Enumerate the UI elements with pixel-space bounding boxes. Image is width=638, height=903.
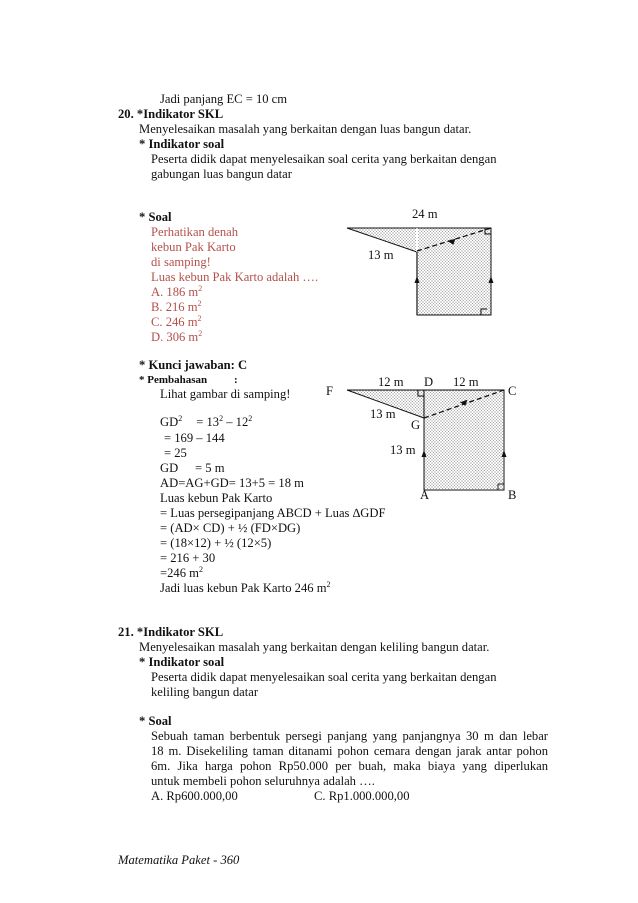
q20-soal-line: di samping! [151,255,211,269]
q21-skl-text: Menyelesaikan masalah yang berkaitan dengan keliling bangun datar. [139,640,490,654]
label-fd-12m: 12 m [378,375,404,389]
garden-plan-figure-1 [335,205,505,320]
q20-option-b: B. 216 $m^2$ [151,299,202,314]
pemb-gd-equation: $GD^2 = 13^2 - 12^2$ [160,414,253,429]
garden-plan-figure-2 [320,372,525,504]
label-B: B [508,488,517,502]
q20-pembahasan-colon: : [234,374,238,386]
q20-indikator-line1: Peserta didik dapat menyelesaikan soal cerita yang berkaitan dengan [151,152,497,166]
q20-option-a: A. 186 $m^2$ [151,284,203,299]
q20-soal-line: Luas kebun Pak Karto adalah …. [151,270,319,284]
q21-soal-title: * Soal [139,714,172,728]
label-F: F [326,384,334,398]
label-fg-13m: 13 m [370,407,396,421]
q21-soal-line: 18 m. Disekeliling taman ditanami pohon cemara dengan jarak antar pohon [151,744,548,758]
q21-soal-line: untuk membeli pohon seluruhnya adalah …. [151,774,375,788]
q21-option-a: A. Rp600.000,00 [151,789,238,803]
q21-option-c: C. Rp1.000.000,00 [314,789,410,803]
q20-soal-title: * Soal [139,210,172,224]
q21-indikator-title: * Indikator soal [139,655,225,669]
q20-skl-text: Menyelesaikan masalah yang berkaitan dengan luas bangun datar. [139,122,472,136]
pemb-line: AD=AG+GD= 13+5 = 18 m [160,476,304,490]
pemb-line: = 169 – 144 [164,431,225,445]
pemb-line: = 216 + 30 [160,551,216,565]
pemb-conclusion: Jadi luas kebun Pak Karto 246 $m^2$ [160,580,331,595]
q20-option-d: D. 306 $m^2$ [151,329,203,344]
label-24m: 24 m [412,207,438,221]
q20-indikator-title: * Indikator soal [139,137,225,151]
pemb-line: = (18×12) + ½ (12×5) [160,536,272,550]
q20-kunci: * Kunci jawaban: C [139,358,248,372]
pemb-line: = (AD× CD) + ½ (FD×DG) [160,521,301,535]
label-D: D [424,375,434,389]
q20-soal-line: kebun Pak Karto [151,240,236,254]
pemb-line: GD [160,461,179,475]
q21-indikator-line1: Peserta didik dapat menyelesaikan soal cerita yang berkaitan dengan [151,670,497,684]
label-A: A [420,488,430,502]
q20-pembahasan-label: * Pembahasan [139,374,208,386]
label-dc-12m: 12 m [453,375,479,389]
q21-indikator-line2: keliling bangun datar [151,685,259,699]
q20-indikator-line2: gabungan luas bangun datar [151,167,292,181]
pemb-line: = 25 [164,446,187,460]
rect-ABCD [424,390,504,490]
page-footer: Matematika Paket - 360 [118,853,240,867]
pemb-line: Luas kebun Pak Karto [160,491,273,505]
label-G: G [411,418,421,432]
pemb-line: = 5 m [195,461,225,475]
q21-soal-line: Sebuah taman berbentuk persegi panjang yang panjangnya 30 m dan lebar [151,729,548,743]
q20-soal-line: Perhatikan denah [151,225,239,239]
pemb-line: = Luas persegipanjang ABCD + Luas ∆GDF [160,506,386,520]
q20-heading: 20. *Indikator SKL [118,107,224,121]
q21-heading: 21. *Indikator SKL [118,625,224,639]
label-13m: 13 m [368,248,394,262]
q20-option-c: C. 246 $m^2$ [151,314,202,329]
label-C: C [508,384,517,398]
q21-soal-line: 6m. Jika harga pohon Rp50.000 per buah, maka biaya yang diperlukan [151,759,548,773]
pemb-line: Lihat gambar di samping! [160,387,291,401]
pemb-line: =246 $m^2$ [160,565,203,580]
previous-answer-line: Jadi panjang EC = 10 cm [160,92,288,106]
label-ag-13m: 13 m [390,443,416,457]
